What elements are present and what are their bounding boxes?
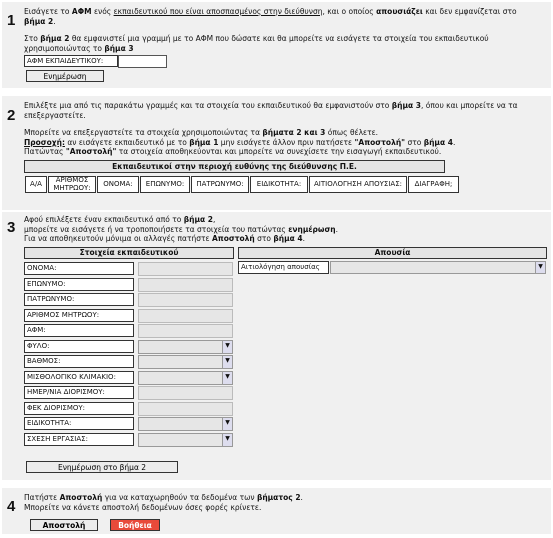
t: θα εμφανιστεί μια γραμμή με το ΑΦΜ που δώσατε και θα μπορείτε να εισάγετε τα στοιχεία του εκπαιδευτικού: [69, 34, 489, 43]
t: βήμα 4: [273, 234, 303, 243]
t: στο: [405, 137, 424, 147]
t: , και ο οποίος: [322, 7, 377, 16]
afm-label: ΑΦΜ ΕΚΠΑΙΔΕΥΤΙΚΟΥ:: [24, 55, 118, 67]
column-header: ΔΙΑΓΡΑΦΗ;: [408, 176, 459, 193]
teacher-field-row: [24, 323, 234, 339]
teacher-field-row: [24, 354, 234, 370]
teacher-details-header: Στοιχεία εκπαιδευτικού: [24, 247, 234, 259]
send-button[interactable]: Αποστολή: [30, 519, 98, 531]
step4-panel: [2, 488, 551, 534]
t: όπως θέλετε.: [325, 128, 379, 137]
step4-instructions: [24, 493, 545, 512]
column-header: ΟΝΟΜΑ:: [97, 176, 139, 193]
t: βήμα 3: [391, 101, 421, 110]
t: βήμα 1: [189, 137, 219, 147]
column-header: ΠΑΤΡΩΝΥΜΟ:: [191, 176, 249, 193]
chevron-down-icon: ▼: [222, 434, 232, 446]
teacher-field-input[interactable]: [138, 278, 233, 292]
t: και δεν εμφανίζεται στο: [422, 7, 517, 16]
t: .: [53, 16, 56, 26]
teacher-field-row: [24, 385, 234, 401]
update-button[interactable]: Ενημέρωση: [26, 70, 104, 82]
t: απουσιάζει: [376, 7, 423, 16]
teacher-field-row: [24, 416, 234, 432]
column-header: Α/Α: [25, 176, 47, 193]
step2-number: 2: [7, 107, 16, 124]
t: , όπου και μπορείτε να τα: [421, 101, 518, 110]
t: βήμα 2: [40, 34, 70, 43]
step4-number: 4: [7, 498, 16, 515]
teacher-field-row: [24, 308, 234, 324]
t: Επιλέξτε μια από τις παρακάτω γραμμές και τα στοιχεία του εκπαιδευτικού θα εμφανιστούν στο: [24, 101, 392, 110]
teacher-field-input[interactable]: [138, 309, 233, 323]
t: μην εισάγετε άλλον πριν πατήσετε: [218, 137, 355, 147]
absence-label: Αιτιολόγηση απουσίας: [238, 261, 329, 274]
t: ΑΦΜ: [71, 7, 92, 16]
absence-section: [238, 247, 547, 274]
column-header: ΑΙΤΙΟΛΟΓΗΣΗ ΑΠΟΥΣΙΑΣ:: [309, 176, 407, 193]
teachers-table: [24, 160, 460, 194]
teacher-field-label: ΑΦΜ:: [24, 324, 134, 337]
teacher-field-label: ΣΧΕΣΗ ΕΡΓΑΣΙΑΣ:: [24, 433, 134, 446]
t: Μπορείτε να επεξεργαστείτε τα στοιχεία χρησιμοποιώντας τα: [24, 128, 263, 137]
t: αν εισάγετε εκπαιδευτικό με το: [64, 137, 190, 147]
t: Αποστολή: [211, 234, 255, 243]
teacher-field-label: ΜΙΣΘΟΛΟΓΙΚΟ ΚΛΙΜΑΚΙΟ:: [24, 371, 134, 384]
teacher-field-select[interactable]: [138, 417, 233, 431]
step1-instructions: [24, 7, 545, 53]
seconded-teacher-link[interactable]: εκπαιδευτικού που είναι αποσπασμένος στην διεύθυνση: [113, 7, 323, 16]
teacher-field-input[interactable]: [138, 402, 233, 416]
chevron-down-icon: ▼: [222, 356, 232, 368]
step3-panel: [2, 212, 551, 480]
t: βήματος 2: [256, 493, 301, 502]
t: βήμα 2: [24, 16, 54, 26]
t: Αποστολή: [59, 493, 103, 502]
teacher-field-label: ΠΑΤΡΩΝΥΜΟ:: [24, 293, 134, 306]
teacher-field-label: ΦΥΛΟ:: [24, 340, 134, 353]
teacher-field-select[interactable]: [138, 371, 233, 385]
teacher-details-form: [24, 247, 234, 447]
t: για να καταχωρηθούν τα δεδομένα των: [102, 493, 257, 502]
teacher-field-row: [24, 339, 234, 355]
teacher-field-row: [24, 432, 234, 448]
t: βήματα 2 και 3: [262, 128, 326, 137]
help-button[interactable]: Βοήθεια: [110, 519, 160, 531]
teacher-field-label: ΑΡΙΘΜΟΣ ΜΗΤΡΩΟΥ:: [24, 309, 134, 322]
step3-instructions: [24, 215, 545, 244]
t: Εισάγετε το: [24, 7, 72, 16]
teacher-field-label: ΕΙΔΙΚΟΤΗΤΑ:: [24, 417, 134, 430]
teacher-field-label: ΦΕΚ ΔΙΟΡΙΣΜΟΥ:: [24, 402, 134, 415]
step2-instructions: [24, 101, 545, 157]
t: βήμα 2: [183, 215, 213, 224]
teacher-field-select[interactable]: [138, 340, 233, 354]
step2-panel: [2, 96, 551, 210]
t: Προσοχή:: [24, 137, 65, 147]
teacher-field-input[interactable]: [138, 262, 233, 276]
step1-number: 1: [7, 12, 16, 29]
t: Για να αποθηκευτούν μόνιμα οι αλλαγές πατήστε: [24, 234, 212, 243]
t: ενημέρωση: [288, 224, 336, 234]
teacher-field-label: ΕΠΩΝΥΜΟ:: [24, 278, 134, 291]
t: .: [452, 137, 456, 147]
t: βήμα 3: [104, 43, 134, 53]
column-header: ΕΙΔΙΚΟΤΗΤΑ:: [250, 176, 308, 193]
teacher-field-label: ΟΝΟΜΑ:: [24, 262, 134, 275]
absence-reason-select[interactable]: [330, 261, 546, 274]
t: επεξεργαστείτε.: [24, 110, 86, 120]
teacher-field-label: ΒΑΘΜΟΣ:: [24, 355, 134, 368]
teacher-field-row: [24, 261, 234, 277]
t: ,: [212, 215, 216, 224]
teacher-field-input[interactable]: [138, 386, 233, 400]
update-step2-button[interactable]: Ενημέρωση στο βήμα 2: [26, 461, 178, 473]
column-header: ΑΡΙΘΜΟΣ ΜΗΤΡΩΟΥ:: [48, 176, 96, 193]
teacher-field-row: [24, 292, 234, 308]
teacher-field-row: [24, 401, 234, 417]
teacher-field-label: ΗΜΕΡ/ΝΙΑ ΔΙΟΡΙΣΜΟΥ:: [24, 386, 134, 399]
chevron-down-icon: ▼: [222, 418, 232, 430]
t: βήμα 4: [423, 137, 453, 147]
afm-row: [24, 55, 169, 67]
step3-number: 3: [7, 219, 16, 236]
teacher-field-select[interactable]: [138, 355, 233, 369]
t: .: [300, 493, 303, 502]
afm-input[interactable]: [118, 55, 167, 68]
teacher-field-input[interactable]: [138, 324, 233, 338]
teacher-field-input[interactable]: [138, 293, 233, 307]
teachers-table-title: Εκπαιδευτικοί στην περιοχή ευθύνης της διεύθυνσης Π.Ε.: [24, 160, 445, 173]
chevron-down-icon: ▼: [222, 341, 232, 353]
step1-panel: [2, 2, 551, 88]
t: "Αποστολή": [354, 137, 406, 147]
teachers-table-header: [24, 175, 460, 194]
absence-header: Απουσία: [238, 247, 547, 259]
t: "Αποστολή": [65, 147, 117, 156]
t: χρησιμοποιώντας το: [24, 43, 105, 53]
t: Πατώντας: [24, 147, 66, 156]
chevron-down-icon: ▼: [222, 372, 232, 384]
t: στο: [254, 234, 274, 243]
t: Στο: [24, 34, 41, 43]
chevron-down-icon: ▼: [535, 262, 545, 273]
t: Μπορείτε να κάνετε αποστολή δεδομένων όσες φορές κρίνετε.: [24, 502, 262, 512]
t: Πατήστε: [24, 493, 60, 502]
teacher-field-row: [24, 277, 234, 293]
t: μπορείτε να εισάγετε ή να τροποποιήσετε τα στοιχεία του πατώντας: [24, 224, 289, 234]
t: .: [335, 224, 339, 234]
column-header: ΕΠΩΝΥΜΟ:: [140, 176, 190, 193]
teacher-field-select[interactable]: [138, 433, 233, 447]
teacher-field-row: [24, 370, 234, 386]
t: .: [302, 234, 305, 243]
t: ενός: [91, 7, 114, 16]
t: τα στοιχεία αποθηκεύονται και μπορείτε να συνεχίσετε την εισαγωγή εκπαιδευτικού.: [116, 147, 442, 156]
t: Αφού επιλέξετε έναν εκπαιδευτικό από το: [24, 215, 184, 224]
